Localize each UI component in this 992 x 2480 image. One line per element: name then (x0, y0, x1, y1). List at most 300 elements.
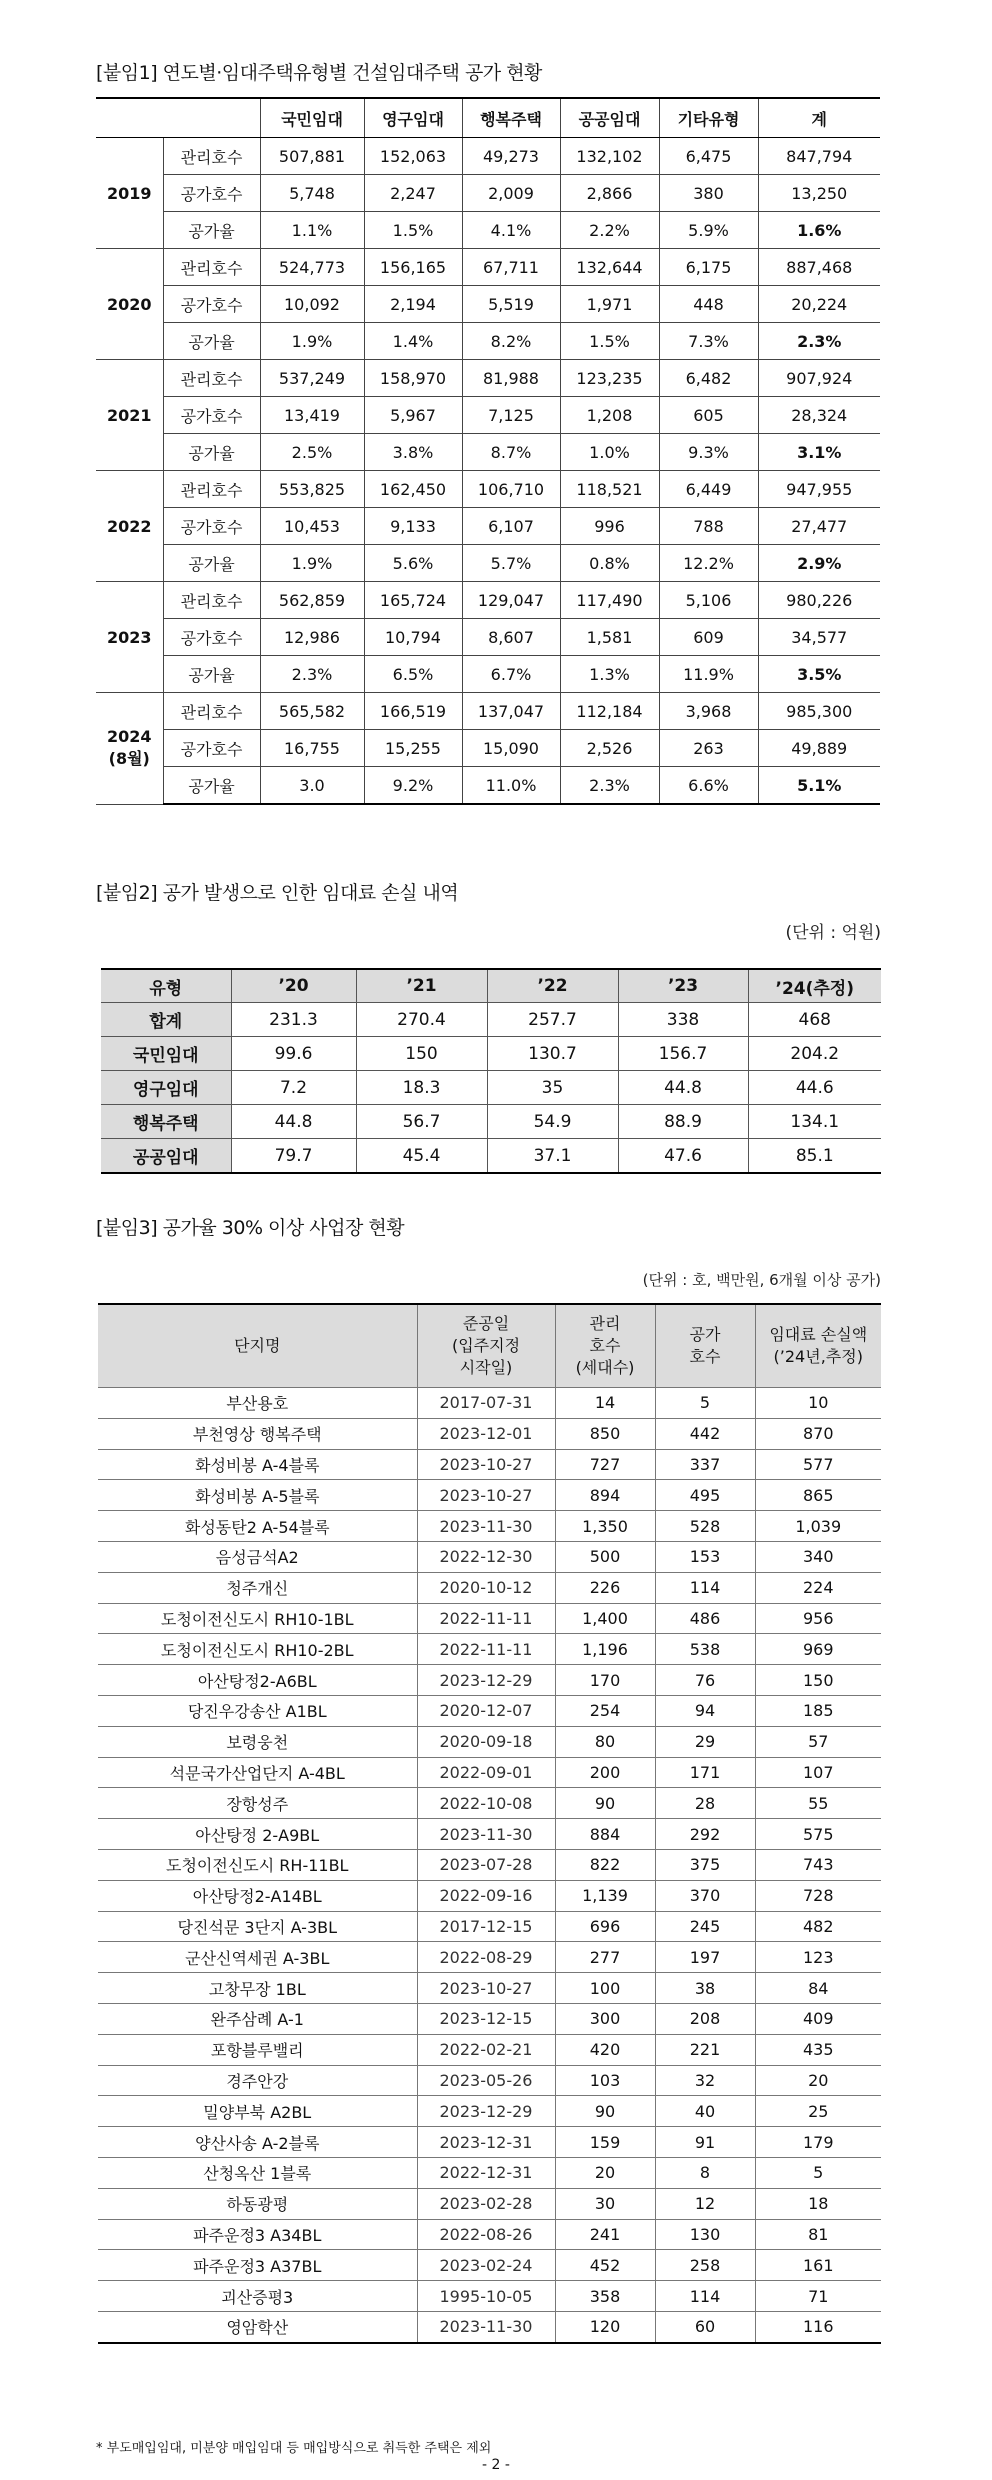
table-cell: 7.3% (659, 323, 758, 360)
table-cell: 609 (659, 619, 758, 656)
table-cell: 1,208 (560, 397, 659, 434)
table-cell: 45.4 (356, 1139, 487, 1174)
table-row (98, 1449, 881, 1480)
table-cell: 538 (655, 1634, 755, 1665)
site-name: 괴산증평3 (98, 2281, 417, 2312)
table-cell: 170 (555, 1665, 655, 1696)
table-cell: 171 (655, 1757, 755, 1788)
table-row (98, 2003, 881, 2034)
table-row (101, 1003, 881, 1037)
table-cell: 5.1% (758, 767, 880, 805)
column-header: ’24(추정) (748, 969, 881, 1003)
table-cell: 90 (555, 2096, 655, 2127)
table-row (96, 693, 880, 730)
table-cell: 40 (655, 2096, 755, 2127)
table-cell: 28 (655, 1788, 755, 1819)
table-cell: 507,881 (260, 138, 364, 175)
table-cell: 340 (755, 1541, 881, 1572)
table-row (96, 471, 880, 508)
table-row (96, 619, 880, 656)
site-name: 부산용호 (98, 1388, 417, 1419)
table-cell: 5 (655, 1388, 755, 1419)
table-row (98, 2157, 881, 2188)
table-cell: 277 (555, 1942, 655, 1973)
row-label: 공가호수 (163, 286, 260, 323)
row-label: 국민임대 (101, 1037, 231, 1071)
table-cell: 112,184 (560, 693, 659, 730)
table-row (96, 249, 880, 286)
table-cell: 44.6 (748, 1071, 881, 1105)
table-row (98, 1541, 881, 1572)
table-cell: 132,644 (560, 249, 659, 286)
table-cell: 94 (655, 1695, 755, 1726)
table-cell: 553,825 (260, 471, 364, 508)
high-vacancy-sites-table (98, 1303, 881, 2344)
table-cell: 468 (748, 1003, 881, 1037)
table-cell: 38 (655, 1973, 755, 2004)
table-cell: 100 (555, 1973, 655, 2004)
year-cell: 2019 (96, 138, 163, 249)
table-row (98, 1665, 881, 1696)
table-row (98, 2065, 881, 2096)
table-cell: 35 (487, 1071, 618, 1105)
table-cell: 358 (555, 2281, 655, 2312)
table-cell: 2,194 (364, 286, 462, 323)
table-cell: 156.7 (618, 1037, 748, 1071)
table-cell: 1.6% (758, 212, 880, 249)
column-header: ’22 (487, 969, 618, 1003)
table-row (96, 730, 880, 767)
table-cell: 29 (655, 1726, 755, 1757)
table-cell: 16,755 (260, 730, 364, 767)
site-name: 도청이전신도시 RH-11BL (98, 1849, 417, 1880)
row-label: 관리호수 (163, 471, 260, 508)
table-cell: 85.1 (748, 1139, 881, 1174)
table-cell: 1,581 (560, 619, 659, 656)
table-cell: 79.7 (231, 1139, 356, 1174)
table-cell: 2022-08-29 (417, 1942, 555, 1973)
table-cell: 10 (755, 1388, 881, 1419)
table-cell: 130 (655, 2219, 755, 2250)
site-name: 아산탕정2-A14BL (98, 1880, 417, 1911)
table-cell: 605 (659, 397, 758, 434)
table-cell: 562,859 (260, 582, 364, 619)
column-header: 준공일 (입주지정 시작일) (417, 1304, 555, 1388)
table-cell: 2020-12-07 (417, 1695, 555, 1726)
table-cell: 91 (655, 2127, 755, 2158)
table-cell: 123,235 (560, 360, 659, 397)
site-name: 도청이전신도시 RH10-1BL (98, 1603, 417, 1634)
site-name: 산청옥산 1블록 (98, 2157, 417, 2188)
table-cell: 847,794 (758, 138, 880, 175)
table-row (96, 175, 880, 212)
table-cell: 727 (555, 1449, 655, 1480)
table-cell: 76 (655, 1665, 755, 1696)
table-header-row (98, 1304, 881, 1388)
row-label: 공가호수 (163, 508, 260, 545)
table-cell: 2023-11-30 (417, 1819, 555, 1850)
site-name: 아산탕정2-A6BL (98, 1665, 417, 1696)
table-cell: 5,967 (364, 397, 462, 434)
row-label: 공가율 (163, 656, 260, 693)
table-row (96, 508, 880, 545)
table-cell: 2023-12-01 (417, 1418, 555, 1449)
table-cell: 2.3% (560, 767, 659, 805)
table-cell: 130.7 (487, 1037, 618, 1071)
table-cell: 743 (755, 1849, 881, 1880)
row-label: 행복주택 (101, 1105, 231, 1139)
table-cell: 54.9 (487, 1105, 618, 1139)
table-cell: 380 (659, 175, 758, 212)
column-header: 임대료 손실액 (’24년,추정) (755, 1304, 881, 1388)
table-cell: 3.0 (260, 767, 364, 805)
table-cell: 117,490 (560, 582, 659, 619)
table-cell: 204.2 (748, 1037, 881, 1071)
row-label: 공가호수 (163, 175, 260, 212)
table-cell: 9.2% (364, 767, 462, 805)
table-cell: 577 (755, 1449, 881, 1480)
table-cell: 500 (555, 1541, 655, 1572)
column-header: 국민임대 (260, 98, 364, 138)
column-header: 공공임대 (560, 98, 659, 138)
table-cell: 152,063 (364, 138, 462, 175)
table-row (98, 1572, 881, 1603)
table-cell: 81 (755, 2219, 881, 2250)
table-cell: 2023-02-28 (417, 2188, 555, 2219)
row-label: 공가호수 (163, 397, 260, 434)
table-cell: 6,449 (659, 471, 758, 508)
table-cell: 1,350 (555, 1511, 655, 1542)
table-cell: 9.3% (659, 434, 758, 471)
table-row (98, 1880, 881, 1911)
site-name: 밀양부북 A2BL (98, 2096, 417, 2127)
page-number: - 2 - (482, 2457, 510, 2473)
table-cell: 6,175 (659, 249, 758, 286)
table-cell: 292 (655, 1819, 755, 1850)
table-row (98, 1695, 881, 1726)
column-header: 공가 호수 (655, 1304, 755, 1388)
table-cell: 150 (755, 1665, 881, 1696)
table-cell: 442 (655, 1418, 755, 1449)
row-label: 공가율 (163, 434, 260, 471)
table-row (96, 286, 880, 323)
table-cell: 1.3% (560, 656, 659, 693)
table-cell: 120 (555, 2311, 655, 2342)
table-cell: 6.6% (659, 767, 758, 805)
table-cell: 8.2% (462, 323, 560, 360)
table-cell: 5.9% (659, 212, 758, 249)
table-cell: 107 (755, 1757, 881, 1788)
table-cell: 114 (655, 2281, 755, 2312)
table-cell: 10,092 (260, 286, 364, 323)
table-cell: 2017-07-31 (417, 1388, 555, 1419)
table-cell: 156,165 (364, 249, 462, 286)
table-cell: 11.0% (462, 767, 560, 805)
table-cell: 537,249 (260, 360, 364, 397)
table-cell: 123 (755, 1942, 881, 1973)
table-row (98, 1942, 881, 1973)
table-cell: 728 (755, 1880, 881, 1911)
table-row (98, 1634, 881, 1665)
table-cell: 2022-12-30 (417, 1541, 555, 1572)
table-cell: 884 (555, 1819, 655, 1850)
table-row (96, 360, 880, 397)
table-cell: 254 (555, 1695, 655, 1726)
table-cell: 55 (755, 1788, 881, 1819)
table-cell: 565,582 (260, 693, 364, 730)
table-cell: 20 (755, 2065, 881, 2096)
table-cell: 47.6 (618, 1139, 748, 1174)
table-cell: 221 (655, 2034, 755, 2065)
table-cell: 894 (555, 1480, 655, 1511)
site-name: 화성비봉 A-4블록 (98, 1449, 417, 1480)
table-cell: 5,748 (260, 175, 364, 212)
table-cell: 90 (555, 1788, 655, 1819)
table-row (96, 582, 880, 619)
table-cell: 6.7% (462, 656, 560, 693)
table-cell: 1.1% (260, 212, 364, 249)
table-cell: 10,794 (364, 619, 462, 656)
table-row (96, 545, 880, 582)
table-cell: 9,133 (364, 508, 462, 545)
table-cell: 6,107 (462, 508, 560, 545)
table-cell: 118,521 (560, 471, 659, 508)
row-label: 공가율 (163, 767, 260, 805)
table-row (98, 1418, 881, 1449)
table-cell: 2,526 (560, 730, 659, 767)
table-cell: 88.9 (618, 1105, 748, 1139)
table-cell: 435 (755, 2034, 881, 2065)
table-row (98, 1973, 881, 2004)
table-cell: 850 (555, 1418, 655, 1449)
table-row (96, 397, 880, 434)
table-cell: 2020-09-18 (417, 1726, 555, 1757)
table-cell: 15,255 (364, 730, 462, 767)
table-row (96, 138, 880, 175)
table-cell: 1.5% (364, 212, 462, 249)
table-cell: 34,577 (758, 619, 880, 656)
table-cell: 956 (755, 1603, 881, 1634)
column-header: 행복주택 (462, 98, 560, 138)
column-header: ’21 (356, 969, 487, 1003)
table-row (98, 2188, 881, 2219)
table-cell: 985,300 (758, 693, 880, 730)
table-cell: 0.8% (560, 545, 659, 582)
year-cell: 2023 (96, 582, 163, 693)
table-cell: 2023-05-26 (417, 2065, 555, 2096)
year-cell: 2022 (96, 471, 163, 582)
table-cell: 106,710 (462, 471, 560, 508)
table-cell: 7,125 (462, 397, 560, 434)
table-row (101, 1139, 881, 1174)
table-cell: 6,482 (659, 360, 758, 397)
table-cell: 3,968 (659, 693, 758, 730)
table-cell: 56.7 (356, 1105, 487, 1139)
vacancy-status-table (96, 97, 880, 805)
table-row (96, 767, 880, 805)
table-cell: 165,724 (364, 582, 462, 619)
site-name: 완주삼례 A-1 (98, 2003, 417, 2034)
table-cell: 6.5% (364, 656, 462, 693)
table-cell: 12.2% (659, 545, 758, 582)
table-row (98, 1388, 881, 1419)
row-label: 공가율 (163, 323, 260, 360)
table-cell: 2.3% (758, 323, 880, 360)
table-cell: 1,039 (755, 1511, 881, 1542)
table-row (98, 2281, 881, 2312)
table-cell: 420 (555, 2034, 655, 2065)
table-cell: 37.1 (487, 1139, 618, 1174)
table-cell: 788 (659, 508, 758, 545)
table-header-row (101, 969, 881, 1003)
table-cell: 2023-12-29 (417, 2096, 555, 2127)
table-cell: 134.1 (748, 1105, 881, 1139)
table-cell: 231.3 (231, 1003, 356, 1037)
table-cell: 300 (555, 2003, 655, 2034)
table-cell: 1.4% (364, 323, 462, 360)
table-cell: 1,196 (555, 1634, 655, 1665)
table-cell: 947,955 (758, 471, 880, 508)
table-cell: 6,475 (659, 138, 758, 175)
table-cell: 20,224 (758, 286, 880, 323)
table-cell: 224 (755, 1572, 881, 1603)
table-cell: 150 (356, 1037, 487, 1071)
row-label: 공가호수 (163, 730, 260, 767)
table-cell: 44.8 (618, 1071, 748, 1105)
table-cell: 114 (655, 1572, 755, 1603)
row-label: 관리호수 (163, 138, 260, 175)
site-name: 화성비봉 A-5블록 (98, 1480, 417, 1511)
row-label: 관리호수 (163, 582, 260, 619)
site-name: 부천영상 행복주택 (98, 1418, 417, 1449)
site-name: 도청이전신도시 RH10-2BL (98, 1634, 417, 1665)
table-cell: 30 (555, 2188, 655, 2219)
table-cell: 32 (655, 2065, 755, 2096)
row-label: 관리호수 (163, 360, 260, 397)
table-cell: 7.2 (231, 1071, 356, 1105)
column-header: 유형 (101, 969, 231, 1003)
table-cell: 132,102 (560, 138, 659, 175)
table-cell: 179 (755, 2127, 881, 2158)
table-cell: 2022-08-26 (417, 2219, 555, 2250)
table-cell: 575 (755, 1819, 881, 1850)
year-cell: 2021 (96, 360, 163, 471)
table-cell: 2.9% (758, 545, 880, 582)
row-label: 공가율 (163, 212, 260, 249)
table-row (98, 1788, 881, 1819)
table-cell: 2023-10-27 (417, 1973, 555, 2004)
site-name: 고창무장 1BL (98, 1973, 417, 2004)
table-cell: 226 (555, 1572, 655, 1603)
table-cell: 696 (555, 1911, 655, 1942)
year-cell: 2024 (8월) (96, 693, 163, 805)
table-cell: 161 (755, 2250, 881, 2281)
rent-loss-table (101, 968, 881, 1174)
table-cell: 1,139 (555, 1880, 655, 1911)
table-row (98, 2127, 881, 2158)
table-row (98, 2096, 881, 2127)
site-name: 경주안강 (98, 2065, 417, 2096)
table-cell: 528 (655, 1511, 755, 1542)
table-cell: 2,247 (364, 175, 462, 212)
site-name: 양산사송 A-2블록 (98, 2127, 417, 2158)
table-cell: 80 (555, 1726, 655, 1757)
column-header: 계 (758, 98, 880, 138)
table-cell: 2023-11-30 (417, 1511, 555, 1542)
table-cell: 969 (755, 1634, 881, 1665)
table-row (96, 212, 880, 249)
table-cell: 200 (555, 1757, 655, 1788)
table-cell: 486 (655, 1603, 755, 1634)
row-label: 공가율 (163, 545, 260, 582)
table-cell: 10,453 (260, 508, 364, 545)
table-cell: 338 (618, 1003, 748, 1037)
table-cell: 11.9% (659, 656, 758, 693)
table-cell: 5,106 (659, 582, 758, 619)
row-label: 관리호수 (163, 693, 260, 730)
table-cell: 409 (755, 2003, 881, 2034)
table-cell: 18 (755, 2188, 881, 2219)
row-label: 관리호수 (163, 249, 260, 286)
table-cell: 996 (560, 508, 659, 545)
table-cell: 158,970 (364, 360, 462, 397)
table-cell: 2022-02-21 (417, 2034, 555, 2065)
table-cell: 129,047 (462, 582, 560, 619)
table-cell: 2.5% (260, 434, 364, 471)
table-row (98, 1603, 881, 1634)
column-header: 영구임대 (364, 98, 462, 138)
table-cell: 2023-10-27 (417, 1449, 555, 1480)
table-cell: 980,226 (758, 582, 880, 619)
footnote: * 부도매입임대, 미분양 매입임대 등 매입방식으로 취득한 주택은 제외 (96, 2441, 492, 2456)
table-cell: 20 (555, 2157, 655, 2188)
table-cell: 1.5% (560, 323, 659, 360)
table-cell: 57 (755, 1726, 881, 1757)
table-cell: 257.7 (487, 1003, 618, 1037)
row-label: 합계 (101, 1003, 231, 1037)
table-cell: 5 (755, 2157, 881, 2188)
table-row (98, 2219, 881, 2250)
table-cell: 103 (555, 2065, 655, 2096)
table-cell: 2023-12-15 (417, 2003, 555, 2034)
table-cell: 3.1% (758, 434, 880, 471)
site-name: 화성동탄2 A-54블록 (98, 1511, 417, 1542)
table-cell: 185 (755, 1695, 881, 1726)
table-cell: 452 (555, 2250, 655, 2281)
table-cell: 2017-12-15 (417, 1911, 555, 1942)
table-cell: 84 (755, 1973, 881, 2004)
site-name: 석문국가산업단지 A-4BL (98, 1757, 417, 1788)
section1-title: [붙임1] 연도별·임대주택유형별 건설임대주택 공가 현황 (96, 62, 542, 84)
table-cell: 495 (655, 1480, 755, 1511)
table-row (101, 1071, 881, 1105)
site-name: 하동광평 (98, 2188, 417, 2219)
table-cell: 3.8% (364, 434, 462, 471)
table-cell: 8 (655, 2157, 755, 2188)
table-cell: 2,866 (560, 175, 659, 212)
table-cell: 1995-10-05 (417, 2281, 555, 2312)
table-cell: 153 (655, 1541, 755, 1572)
table-cell: 25 (755, 2096, 881, 2127)
table-row (96, 434, 880, 471)
header-corner (96, 98, 260, 138)
table-cell: 482 (755, 1911, 881, 1942)
table-cell: 337 (655, 1449, 755, 1480)
table-cell: 159 (555, 2127, 655, 2158)
table-cell: 2023-02-24 (417, 2250, 555, 2281)
table-cell: 1,971 (560, 286, 659, 323)
table-cell: 81,988 (462, 360, 560, 397)
